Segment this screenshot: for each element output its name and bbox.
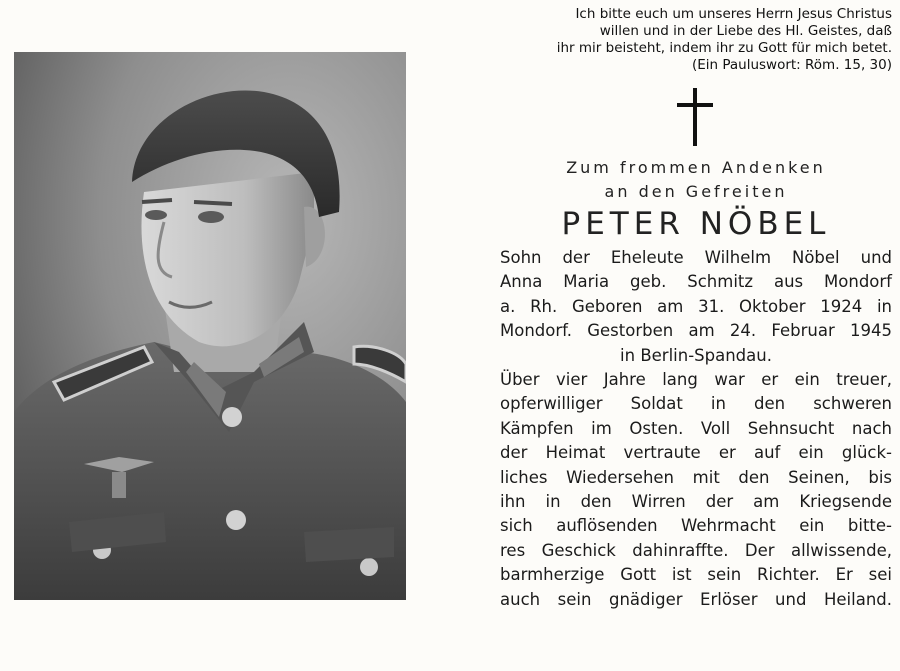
memorial-line-1: Zum frommen Andenken [566,158,826,177]
bio-line: ihn in den Wirren der am Kriegsende [500,492,892,512]
verse-line: willen und in der Liebe des Hl. Geistes, daß [599,23,892,39]
memorial-line-2: an den Gefreiten [604,182,788,201]
bio-line: Sohn der Eheleute Wilhelm Nöbel und [500,248,892,267]
bio-line: opferwilliger Soldat in den schweren [500,394,892,414]
bio-line: Anna Maria geb. Schmitz aus Mondorf [500,272,892,292]
scripture-verse [500,6,892,74]
bio-line: res Geschick dahinraffte. Der allwissende, [500,540,892,560]
bio-line: Kämpfen im Osten. Voll Sehnsucht nach [500,418,892,438]
bio-line: barmherzige Gott ist sein Richter. Er sei [500,565,892,585]
memorial-heading [500,156,892,204]
cross-icon [676,88,716,148]
bio-line: der Heimat vertraute er auf ein glück- [500,443,892,463]
bio-line: Mondorf. Gestorben am 24. Februar 1945 [500,321,892,341]
bio-line: a. Rh. Geboren am 31. Oktober 1924 in [500,296,892,316]
cross-icon-wrap [500,88,892,148]
portrait-photo [14,52,406,600]
bio-line: Über vier Jahre lang war er ein treuer, [500,370,892,390]
bio-line: auch sein gnädiger Erlöser und Heiland. [500,589,892,609]
bio-line: liches Wiedersehen mit den Seinen, bis [500,467,892,487]
bio-line: in Berlin-Spandau. [620,345,772,365]
biography-text [500,246,892,612]
obituary-text-column [500,6,892,612]
verse-line: Ich bitte euch um unseres Herrn Jesus Christus [575,6,892,22]
verse-citation: (Ein Pauluswort: Röm. 15, 30) [691,57,892,73]
bio-line: sich auflösenden Wehrmacht ein bitte- [500,516,892,536]
verse-line: ihr mir beisteht, indem ihr zu Gott für mich betet. [556,40,892,56]
soldier-portrait-image [14,52,406,600]
deceased-name: PETER NÖBEL [561,206,831,242]
